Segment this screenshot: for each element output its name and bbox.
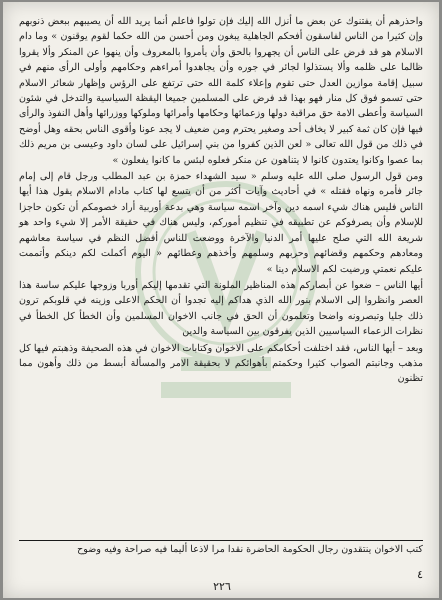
page-number: ٢٢٦ [213,580,231,593]
paragraph: أيها الناس – ضعوا عن أبصاركم هذه المناظير الملونة التي تقدمها إليكم أوربا وزوجها عليكم ساسة هذا العصر وانظروا إلى الاسلام بنور الله الذي هداكم إليه تجدوا أن الحكم الاعلى وزينه في قلوبكم ترون ذلك جليا وتبصرونه واضحا وتعلمون أن الحق في جانب الاخوان المسلمين وأن الخطأ كل الخطأ في نظرات الزعماء السياسيين الذين يفرقون بين السياسة والدين [19,279,423,338]
paragraph: واحذرهم أن يفتنوك عن بعض ما أنزل الله إليك فإن تولوا فاعلم أنما يريد الله أن يصيبهم ببعض ذنوبهم وإن كثيرا من الناس لفاسقون أفحكم الجاهلية يبغون ومن أحسن من الله حكما لقوم يوقنون » وما دام الاسلام هو قد فرض على الناس أن يجهروا بالحق وأن يأمروا بالمعروف وأن ينهوا عن المنكر وألا يقروا ظالما على ظلمه وألا يستذلوا لجائر في جوره وأن يجاهدوا أمراءهم وحكامهم وأولى الرأى منهم في سبيل إقامة موازين العدل حتى تقوم وإعلاء كلمة الله حتى ترتفع على الرؤس وإظهار شعائر الاسلام حتى تسمو فوق كل منار فهو بهذا قد فرض على المسلمين جميعا اليقظة السياسية والتدخل في شئون السياسة وأعطى الامة حق مراقبة دولها وزعمائها وحكامها وأمرائها وملوكها ووزرائها وأهل النفوذ والرأى فيها فإن كان ثمة كبير لا يخاف أحد وصغير يحترم ومن ضعيف لا يجد عونا وأقوى الناس بحقه وهل أوضح في ذلك من قول الله تعالى « لعن الذين كفروا من بني إسرائيل على لسان داود وعيسى بن مريم ذلك بما عصوا وكانوا يعتدون كانوا لا يتناهون عن منكر فعلوه لبئس ما كانوا يفعلون » [19,16,423,166]
paragraph: ومن قول الرسول صلى الله عليه وسلم « سيد الشهداء حمزة بن عبد المطلب ورجل قام إلى إمام جائر فأمره ونهاه فقتله » في أحاديث وآيات أكثر من أن يتسع لها كتاب مادام الاسلام يقول هذا أيها الناس فليس هناك شيء اسمه دين وآخر اسمه سياسة وهي بدعة أوربية أراد خصومكم أن تكون حاجزا للإسلام وأن يصرفوكم عن تطبيقه في تنظيم أموركم، وليس هناك في حقيقة الأمر إلا شيء واحد هو شريعة الله التي صلح عليها أمر الدنيا والآخرة ووضعت للناس أفضل النظم في سياسة معاشهم ومعادهم وحكمهم وقضائهم وحربهم وسلمهم وأخذهم وعطائهم « اليوم أكملت لكم دينكم وأتممت عليكم نعمتي ورضيت لكم الاسلام دينا » [19,171,423,275]
book-page [3,2,439,598]
separator-line [19,540,423,541]
continuation-marker: ٤ [417,568,423,581]
body-text [19,14,423,388]
closing-line: كتب الاخوان ينتقدون رجال الحكومة الحاضرة نقدا مرا لاذعا أليما فيه صراحة وفيه وضوح [77,544,423,555]
paragraph: وبعد – أيها الناس، فقد اختلفت أحكامكم على الاخوان وكتابات الاخوان في هذه الصحيفة وذهبتم فيها كل مذهب وجانبتم الصواب كثيرا وحكمتم بأهوائكم لا بحقيقة الامر والمسألة أبسط من ذلك وأهون مما تظنون [18,342,423,385]
